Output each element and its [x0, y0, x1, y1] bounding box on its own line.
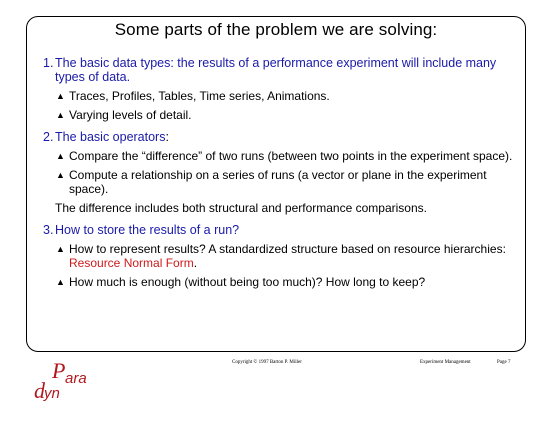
slide-title: Some parts of the problem we are solving:: [114, 20, 438, 39]
footer-page: Page 7: [497, 360, 511, 365]
list-item: ▲ How much is enough (without being too much)? How long to keep?: [56, 275, 426, 289]
section-number: 2.: [43, 130, 54, 144]
svg-text:d: d: [34, 378, 45, 403]
triangle-bullet-icon: ▲: [56, 110, 65, 120]
footer-copyright: Copyright © 1997 Barton P. Miller: [232, 360, 302, 365]
list-item: ▲ Traces, Profiles, Tables, Time series, Animations.: [56, 89, 330, 103]
footer-section: Experiment Management: [420, 360, 471, 365]
list-item: ▲ Compute a relationship on a series of runs (a vector or plane in the experiment space).: [56, 168, 487, 196]
slide-frame: [26, 16, 526, 352]
section-2: [43, 130, 513, 215]
section-number: 1.: [43, 56, 54, 70]
logo-text-bottom: yn: [44, 385, 60, 402]
section-heading: The basic operators:: [55, 130, 169, 144]
section-3: [43, 223, 513, 289]
bullet-list: [43, 89, 513, 122]
paradyn-logo-icon: [30, 356, 110, 406]
highlight-term: Resource Normal Form: [69, 256, 194, 270]
triangle-bullet-icon: ▲: [56, 277, 65, 287]
logo-text-top: ara: [65, 370, 87, 387]
bullet-list: [43, 242, 513, 289]
bullet-list: [43, 149, 513, 196]
section-note: The difference includes both structural and performance comparisons.: [55, 201, 427, 215]
section-number: 3.: [43, 223, 54, 237]
list-item: ▲ Compare the “difference” of two runs (between two points in the experiment space).: [56, 149, 513, 163]
section-1: [43, 56, 513, 122]
section-heading: The basic data types: the results of a performance experiment will include many types of data.: [55, 56, 497, 84]
svg-text:P: P: [52, 358, 66, 383]
triangle-bullet-icon: ▲: [56, 170, 65, 180]
list-item: ▲ Varying levels of detail.: [56, 108, 192, 122]
triangle-bullet-icon: ▲: [56, 91, 65, 101]
section-heading: How to store the results of a run?: [55, 223, 240, 237]
slide-content: [43, 56, 513, 297]
triangle-bullet-icon: ▲: [56, 244, 65, 254]
triangle-bullet-icon: ▲: [56, 151, 65, 161]
list-item: ▲ How to represent results? A standardized structure based on resource hierarchies: Resource Normal Form.: [56, 242, 506, 270]
